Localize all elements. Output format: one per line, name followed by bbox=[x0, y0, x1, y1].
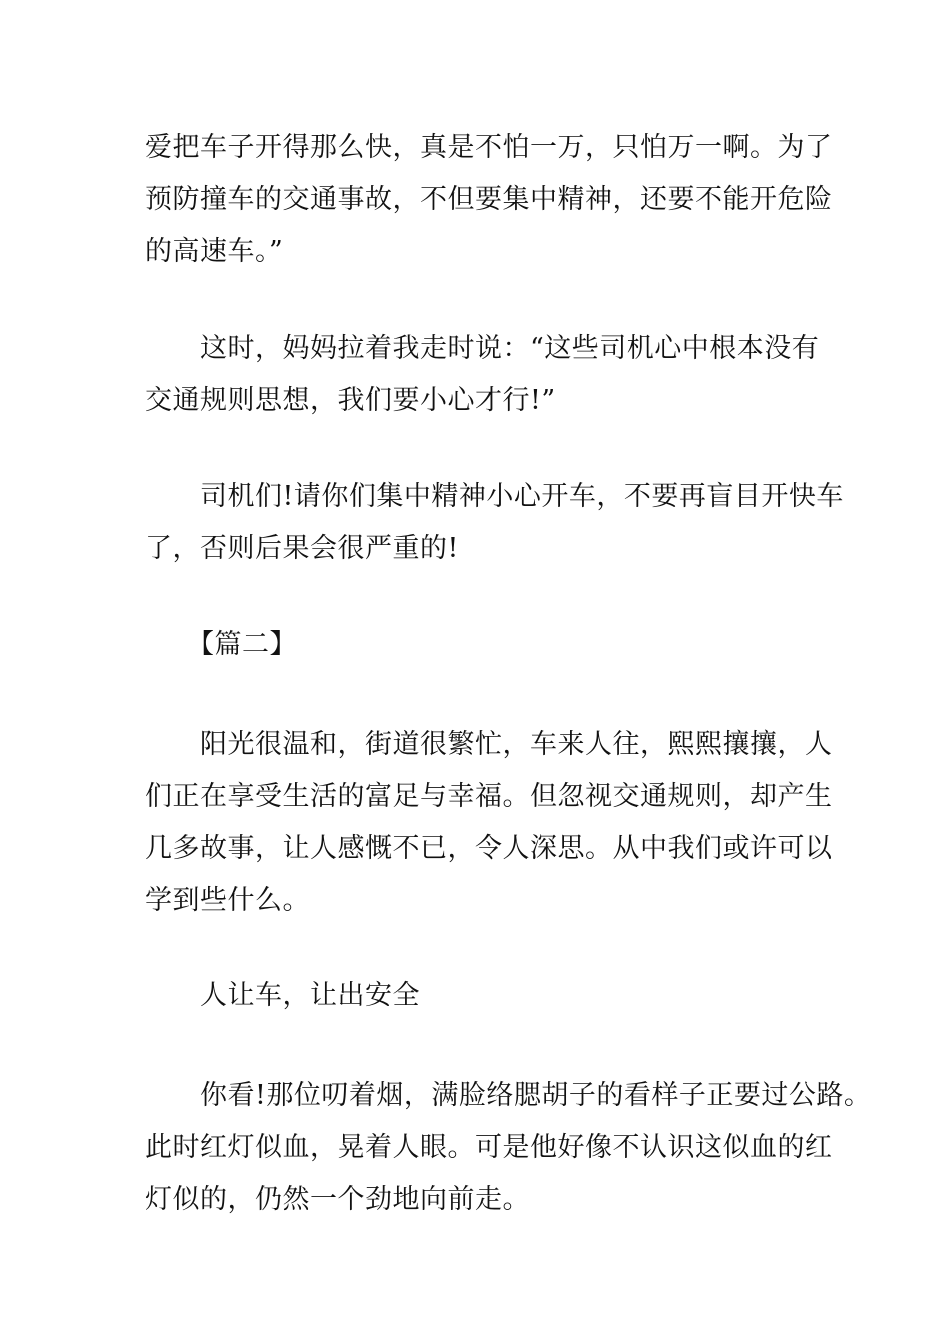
paragraph-drivers-appeal bbox=[145, 471, 844, 575]
text-line: 阳光很温和，街道很繁忙，车来人往，熙熙攘攘，人 bbox=[200, 729, 833, 760]
text-line: 们正在享受生活的富足与幸福。但忽视交通规则，却产生 bbox=[145, 781, 833, 812]
text-line: 此时红灯似血，晃着人眼。可是他好像不认识这似血的红 bbox=[145, 1132, 833, 1163]
text-line: 学到些什么。 bbox=[145, 885, 310, 916]
text-line: 你看!那位叨着烟，满脸络腮胡子的看样子正要过公路。 bbox=[200, 1080, 872, 1111]
section-heading bbox=[145, 619, 825, 671]
text-line: 这时，妈妈拉着我走时说：“这些司机心中根本没有 bbox=[200, 333, 820, 364]
section-heading-text: 【篇二】 bbox=[187, 629, 297, 660]
paragraph-red-light bbox=[145, 1070, 872, 1226]
text-line: 爱把车子开得那么快，真是不怕一万，只怕万一啊。为了 bbox=[145, 132, 833, 163]
text-line: 灯似的，仍然一个劲地向前走。 bbox=[145, 1184, 530, 1215]
text-line: 几多故事，让人感慨不已，令人深思。从中我们或许可以 bbox=[145, 833, 833, 864]
subheading-text: 人让车，让出安全 bbox=[200, 980, 420, 1011]
text-line: 了，否则后果会很严重的! bbox=[145, 533, 459, 564]
paragraph-street-scene bbox=[145, 719, 833, 927]
subheading bbox=[145, 970, 825, 1022]
paragraph-speed-warning bbox=[145, 122, 833, 278]
text-line: 预防撞车的交通事故，不但要集中精神，还要不能开危险 bbox=[145, 184, 833, 215]
text-line: 司机们!请你们集中精神小心开车，不要再盲目开快车 bbox=[200, 481, 844, 512]
text-line: 的高速车。” bbox=[145, 236, 284, 267]
text-line: 交通规则思想，我们要小心才行!” bbox=[145, 385, 556, 416]
paragraph-mother-says bbox=[145, 323, 825, 427]
